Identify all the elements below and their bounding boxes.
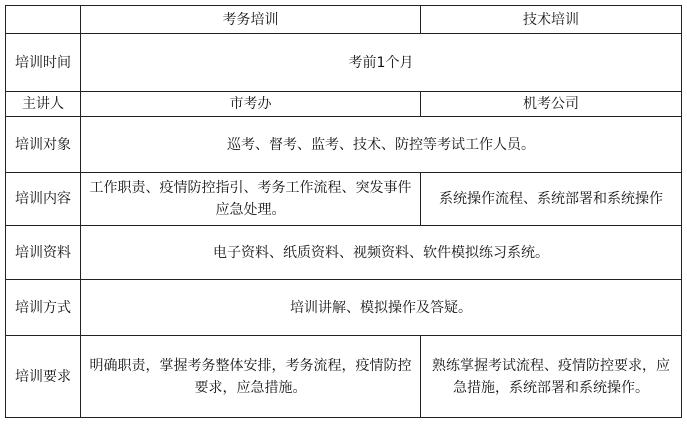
requirement-technical: 熟练掌握考试流程、疫情防控要求，应急措施，系统部署和系统操作。 [421, 336, 682, 418]
row-training-target [6, 117, 682, 173]
label-speaker: 主讲人 [6, 92, 81, 117]
speaker-exam-affairs: 市考办 [81, 92, 421, 117]
header-technical: 技术培训 [421, 6, 682, 34]
value-training-target: 巡考、督考、监考、技术、防控等考试工作人员。 [81, 117, 682, 173]
label-training-content: 培训内容 [6, 173, 81, 226]
speaker-technical: 机考公司 [421, 92, 682, 117]
label-training-requirement: 培训要求 [6, 336, 81, 418]
label-training-material: 培训资料 [6, 226, 81, 280]
requirement-exam-affairs: 明确职责，掌握考务整体安排，考务流程，疫情防控要求，应急措施。 [81, 336, 421, 418]
value-training-time: 考前1个月 [81, 34, 682, 92]
content-technical: 系统操作流程、系统部署和系统操作 [421, 173, 682, 226]
row-training-content [6, 173, 682, 226]
corner-cell [6, 6, 81, 34]
row-training-material [6, 226, 682, 280]
training-table [5, 5, 682, 418]
header-row [6, 6, 682, 34]
header-exam-affairs: 考务培训 [81, 6, 421, 34]
label-training-time: 培训时间 [6, 34, 81, 92]
value-training-material: 电子资料、纸质资料、视频资料、软件模拟练习系统。 [81, 226, 682, 280]
row-training-time [6, 34, 682, 92]
label-training-method: 培训方式 [6, 280, 81, 336]
value-training-method: 培训讲解、模拟操作及答疑。 [81, 280, 682, 336]
row-speaker [6, 92, 682, 117]
row-training-requirement [6, 336, 682, 418]
label-training-target: 培训对象 [6, 117, 81, 173]
row-training-method [6, 280, 682, 336]
content-exam-affairs: 工作职责、疫情防控指引、考务工作流程、突发事件应急处理。 [81, 173, 421, 226]
